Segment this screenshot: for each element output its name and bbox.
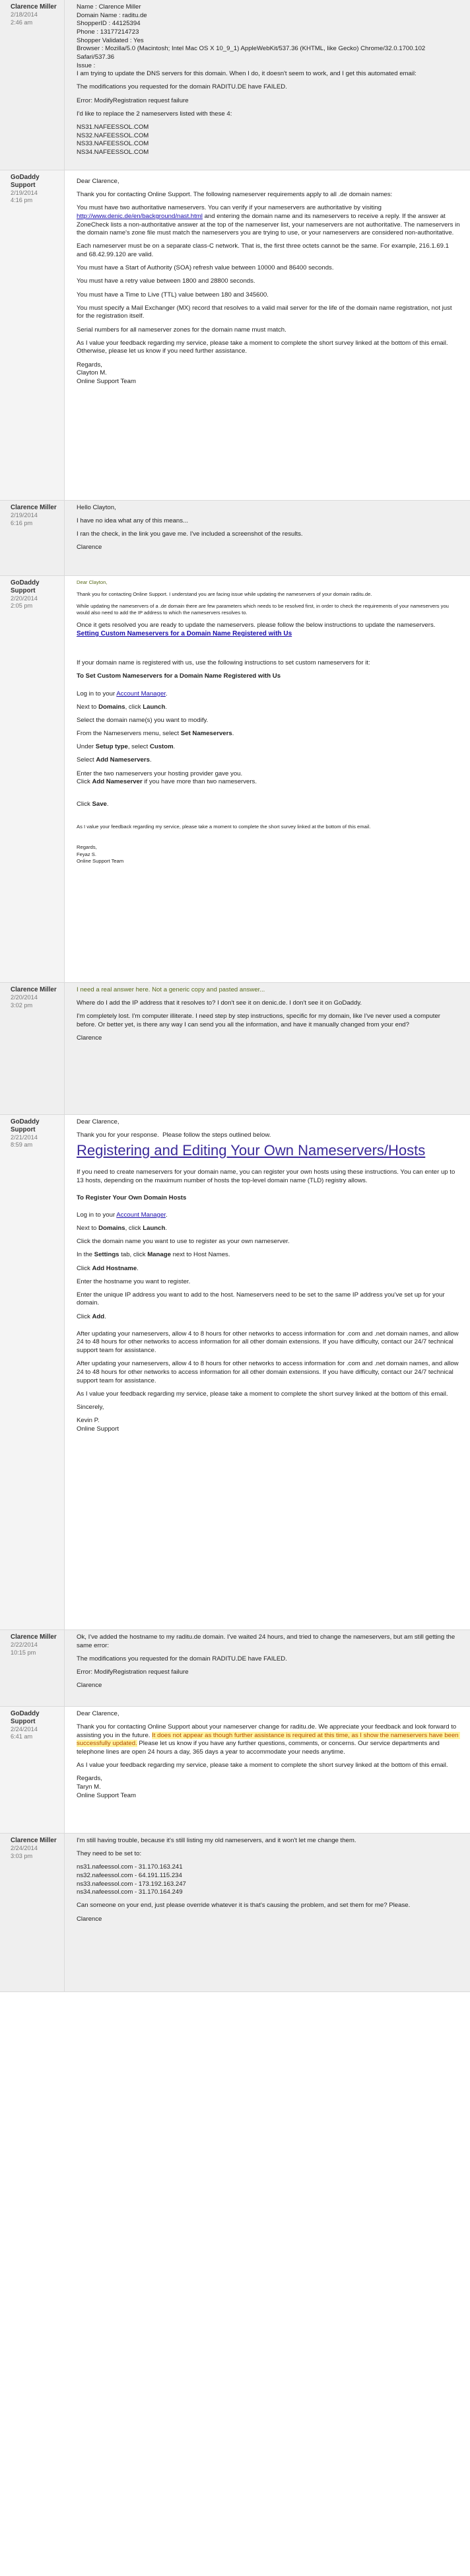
message-meta <box>0 170 65 500</box>
paragraph: They need to be set to: <box>77 1850 142 1858</box>
paragraph: After updating your nameservers, allow 4 to 8 hours for other networks to access information for .com and .net domain names, and allow 24 to 48 hours for other networks to access information for all other domain extensions. If you have difficulty, contact our 24/7 technical support team for assistance. <box>77 1330 461 1355</box>
nameserver-item: ns32.nafeessol.com - 64.191.115.234 <box>77 1871 182 1879</box>
signature: Regards, Feyaz S. Online Support Team <box>77 844 124 864</box>
message-meta <box>0 576 65 982</box>
message-date: 2/19/2014 <box>11 511 38 519</box>
highlighted-text: It does not appear as though further assistance is required at this time, as I show the nameservers have been successfully updated. <box>77 1731 461 1748</box>
message-meta <box>0 1115 65 1629</box>
message-author: Clarence Miller <box>11 3 57 11</box>
paragraph: As I value your feedback regarding my service, please take a moment to complete the short survey linked at the bottom of this email. <box>77 1390 448 1398</box>
greeting: Dear Clarence, <box>77 1710 119 1717</box>
paragraph: As I value your feedback regarding my service, please take a moment to complete the short survey linked at the bottom of this email. <box>77 1762 448 1770</box>
message-author: GoDaddy Support <box>11 579 40 594</box>
message-body <box>65 983 470 1114</box>
nameserver-item: NS33.NAFEESSOL.COM <box>77 140 149 148</box>
message-meta <box>0 501 65 575</box>
signature: Regards, Clayton M. Online Support Team <box>77 361 136 385</box>
message-meta <box>0 983 65 1114</box>
message-author: GoDaddy Support <box>11 1710 40 1725</box>
denic-link[interactable]: http://www.denic.de/en/background/nast.html <box>77 212 203 220</box>
paragraph: Each nameserver must be on a separate class-C network. That is, the first three octets cannot be the same. For example, 216.1.69.1 and 68.42.99.120 are valid. <box>77 242 451 259</box>
message-author: Clarence Miller <box>11 1633 57 1641</box>
message-support <box>0 170 470 501</box>
nameserver-item: NS34.NAFEESSOL.COM <box>77 148 149 156</box>
message-time: 2:46 am <box>11 18 33 26</box>
step: Enter the two nameservers your hosting provider gave you. <box>77 769 243 777</box>
message-meta <box>0 1707 65 1833</box>
message-author: GoDaddy Support <box>11 1118 40 1133</box>
paragraph: Serial numbers for all nameserver zones for the domain name must match. <box>77 326 286 334</box>
ticket-field: Issue : <box>77 61 96 69</box>
message-body <box>65 170 470 500</box>
step: Log in to your Account Manager. <box>77 1211 168 1219</box>
ticket-field: Shopper Validated : Yes <box>77 36 144 44</box>
step: Select Add Nameservers. <box>77 756 152 764</box>
message-author: Clarence Miller <box>11 1837 57 1844</box>
custom-nameservers-link[interactable]: Setting Custom Nameservers for a Domain Name Registered with Us <box>77 630 292 638</box>
paragraph: You must specify a Mail Exchanger (MX) record that resolves to a valid mail server for the life of the domain name registration, not just for the registration itself. <box>77 304 454 320</box>
section-heading: To Register Your Own Domain Hosts <box>77 1194 187 1201</box>
message-author: Clarence Miller <box>11 986 57 993</box>
step: Click Add Hostname. <box>77 1264 139 1272</box>
message-meta <box>0 0 65 170</box>
paragraph: Can someone on your end, just please override whatever it is that's causing the problem, and set them for me? Please. <box>77 1902 411 1910</box>
paragraph: I ran the check, in the link you gave me. I've included a screenshot of the results. <box>77 530 303 538</box>
ticket-field: Browser : Mozilla/5.0 (Macintosh; Intel Mac OS X 10_9_1) AppleWebKit/537.36 (KHTML, like Gecko) Chrome/32.0.1700.102 Safari/537.36 <box>77 45 427 61</box>
message-date: 2/20/2014 <box>11 594 38 602</box>
paragraph: If you need to create nameservers for your domain name, you can register your own hosts using these instructions. You can enter up to 13 hosts, depending on the maximum number of hosts the top-level domain name (TLD) registry allows. <box>77 1168 457 1184</box>
message-time: 3:03 pm <box>11 1852 33 1859</box>
message-body <box>65 576 470 982</box>
nameserver-item: ns31.nafeessol.com - 31.170.163.241 <box>77 1863 183 1871</box>
paragraph: Clarence <box>77 1682 102 1690</box>
message-time: 8:59 am <box>11 1141 33 1149</box>
paragraph: Clarence <box>77 1034 102 1042</box>
message-date: 2/19/2014 <box>11 189 38 196</box>
message-body <box>65 501 470 575</box>
message-date: 2/24/2014 <box>11 1844 38 1851</box>
step: Click Save. <box>77 801 109 808</box>
message-date: 2/22/2014 <box>11 1641 38 1648</box>
step: Click the domain name you want to use to register as your own nameserver. <box>77 1238 290 1246</box>
paragraph: Thank you for your response. Please follow the steps outlined below. <box>77 1131 271 1139</box>
paragraph: As I value your feedback regarding my service, please take a moment to complete the short survey linked at the bottom of this email. <box>77 823 371 830</box>
message-customer <box>0 983 470 1115</box>
message-customer <box>0 0 470 170</box>
ticket-field: Name : Clarence Miller <box>77 3 141 11</box>
greeting: Dear Clarence, <box>77 1118 119 1126</box>
paragraph: You must have a retry value between 1800 and 28800 seconds. <box>77 277 255 285</box>
message-time: 2:05 pm <box>11 602 33 610</box>
nameserver-item: ns34.nafeessol.com - 31.170.164.249 <box>77 1888 183 1896</box>
ticket-field: ShopperID : 44125394 <box>77 20 141 28</box>
paragraph: I have no idea what any of this means... <box>77 517 189 525</box>
paragraph: Thank you for contacting Online Support. The following nameserver requirements apply to all .de domain names: <box>77 191 393 199</box>
message-customer <box>0 1630 470 1707</box>
message-time: 4:16 pm <box>11 197 33 204</box>
message-date: 2/24/2014 <box>11 1725 38 1733</box>
message-body <box>65 1707 470 1833</box>
message-time: 3:02 pm <box>11 1001 33 1009</box>
nameserver-item: NS31.NAFEESSOL.COM <box>77 123 149 131</box>
paragraph: You must have a Time to Live (TTL) value between 180 and 345600. <box>77 291 269 299</box>
step: Next to Domains, click Launch. <box>77 703 168 711</box>
message-body <box>65 1630 470 1706</box>
step: Enter the hostname you want to register. <box>77 1277 191 1285</box>
ticket-field: Domain Name : raditu.de <box>77 11 147 19</box>
paragraph: Thank you for contacting Online Support about your nameserver change for raditu.de. We appreciate your feedback and look forward to assisting you in the future. It does not appear as though further assistance is required at this time, as I show the nameservers have been successfully updated. Please let us know if you have any further questions, comments, or concerns. Our service departments and telephone lines are open 24 hours a day, 365 days a year to accommodate your needs anytime. <box>77 1723 461 1756</box>
account-manager-link[interactable]: Account Manager <box>116 1211 166 1219</box>
paragraph: The modifications you requested for the domain RADITU.DE have FAILED. <box>77 83 287 91</box>
message-date: 2/18/2014 <box>11 11 38 18</box>
paragraph: Hello Clayton, <box>77 504 116 511</box>
message-meta <box>0 1834 65 1991</box>
message-support <box>0 1115 470 1630</box>
step: Next to Domains, click Launch. <box>77 1225 168 1233</box>
step: Click Add Nameserver if you have more than two nameservers. <box>77 778 257 786</box>
paragraph: If your domain name is registered with us, use the following instructions to set custom nameservers for it: <box>77 659 370 667</box>
paragraph: I need a real answer here. Not a generic copy and pasted answer... <box>77 986 265 993</box>
paragraph: You must have a Start of Authority (SOA) refresh value between 10000 and 86400 seconds. <box>77 264 334 272</box>
step: Under Setup type, select Custom. <box>77 743 176 751</box>
step: Select the domain name(s) you want to modify. <box>77 716 209 724</box>
message-support <box>0 1707 470 1834</box>
paragraph: After updating your nameservers, allow 4 to 8 hours for other networks to access information for .com and .net domain names, and allow 24 to 48 hours for other networks to access information for all other domain extensions. If you have difficulty, contact our 24/7 technical support team for assistance. <box>77 1360 461 1384</box>
message-time: 6:41 am <box>11 1733 33 1740</box>
message-date: 2/20/2014 <box>11 993 38 1001</box>
message-time: 6:16 pm <box>11 519 33 526</box>
paragraph: Where do I add the IP address that it resolves to? I don't see it on denic.de. I don't see it on GoDaddy. <box>77 999 362 1007</box>
section-heading: To Set Custom Nameservers for a Domain Name Registered with Us <box>77 672 281 680</box>
message-date: 2/21/2014 <box>11 1133 38 1141</box>
ticket-field: I am trying to update the DNS servers for this domain. When I do, it doesn't seem to work, and I get this automated email: <box>77 70 417 78</box>
paragraph: Sincerely, <box>77 1403 104 1411</box>
signature: Regards, Taryn M. Online Support Team <box>77 1775 136 1799</box>
paragraph: Thank you for contacting Online Support. I understand you are facing issue while updating the nameservers of your domain raditu.de. <box>77 590 372 597</box>
step: Log in to your Account Manager. <box>77 690 168 698</box>
account-manager-link[interactable]: Account Manager <box>116 690 166 698</box>
step: From the Nameservers menu, select Set Nameservers. <box>77 730 234 738</box>
message-author: Clarence Miller <box>11 504 57 511</box>
signature: Kevin P. Online Support <box>77 1417 119 1433</box>
paragraph: While updating the nameservers of a .de domain there are few parameters which needs to be resolved first, in order to check the requirements of your nameservers you would also need to add the IP address to which the nameservers resolves to. <box>77 602 451 616</box>
message-body <box>65 1115 470 1629</box>
message-meta <box>0 1630 65 1706</box>
message-author: GoDaddy Support <box>11 174 40 189</box>
paragraph: I'm completely lost. I'm computer illiterate. I need step by step instructions, specific for my domain, like I've never used a computer before. Or better yet, is there any way I can send you all the information, and have it manually changed from your end? <box>77 1013 442 1028</box>
message-customer <box>0 501 470 576</box>
paragraph: Clarence <box>77 1915 102 1923</box>
paragraph: Ok, I've added the hostname to my raditu.de domain. I've waited 24 hours, and tried to change the nameservers, but am still getting the same error: <box>77 1633 457 1649</box>
message-customer <box>0 1834 470 1992</box>
nameserver-item: NS32.NAFEESSOL.COM <box>77 131 149 139</box>
paragraph: You must have two authoritative nameservers. You can verify if your nameservers are authoritative by visiting http://www.denic.de/en/background/nast.html and entering the domain name and its nameservers to receive a reply. If the answer at ZoneCheck lists a non-authoritative answer at the top of the nameserver list, your nameservers are not authoritative. The nameservers in the domain name's zone file must match the nameservers you are trying to use, or your nameservers are considered non-authoritative. <box>77 204 462 237</box>
paragraph: I'm still having trouble, because it's still listing my old nameservers, and it won't let me change them. <box>77 1837 356 1844</box>
greeting: Dear Clarence, <box>77 178 119 185</box>
paragraph: Clarence <box>77 544 102 552</box>
step: Enter the unique IP address you want to add to the host. Nameservers need to be set to the same IP address you've set up for your domain. <box>77 1291 447 1307</box>
article-heading: Registering and Editing Your Own Nameservers/Hosts <box>77 1141 426 1159</box>
nameserver-item: ns33.nafeessol.com - 173.192.163.247 <box>77 1880 186 1888</box>
step: Click Add. <box>77 1312 106 1320</box>
message-time: 10:15 pm <box>11 1649 36 1656</box>
paragraph: Error: ModifyRegistration request failure <box>77 96 189 104</box>
message-support <box>0 576 470 983</box>
paragraph: The modifications you requested for the domain RADITU.DE have FAILED. <box>77 1655 287 1663</box>
paragraph: Once it gets resolved you are ready to update the nameservers. please follow the below instructions to update the nameservers. <box>77 621 436 629</box>
paragraph: As I value your feedback regarding my service, please take a moment to complete the short survey linked at the bottom of this email. Otherwise, please let us know if you need further assistance. <box>77 339 450 355</box>
message-body <box>65 0 470 170</box>
message-body <box>65 1834 470 1991</box>
paragraph: I'd like to replace the 2 nameservers listed with these 4: <box>77 110 232 118</box>
ticket-field: Phone : 13177214723 <box>77 28 139 36</box>
step: In the Settings tab, click Manage next to Host Names. <box>77 1251 230 1259</box>
paragraph: Error: ModifyRegistration request failure <box>77 1668 189 1676</box>
greeting: Dear Clayton, <box>77 579 108 585</box>
